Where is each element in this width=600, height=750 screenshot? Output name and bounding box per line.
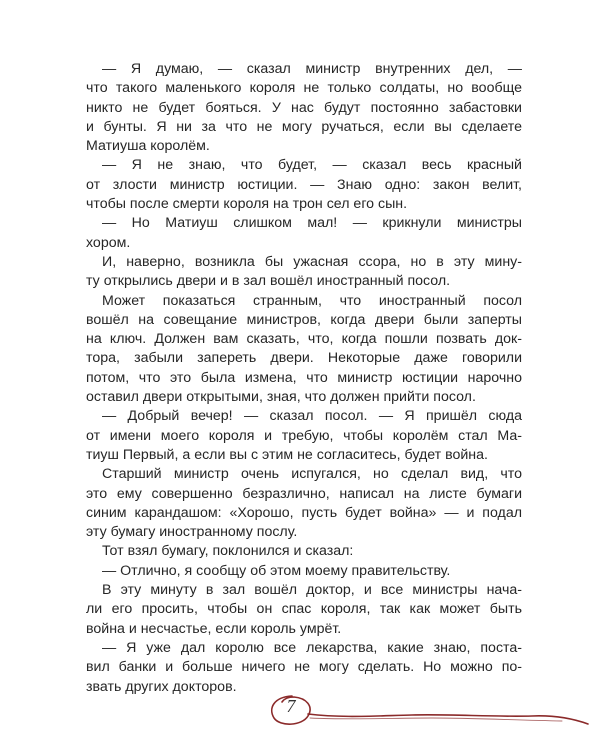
text-line: на ключ. Должен вам сказать, что, когда пошли позвать док- — [86, 331, 522, 348]
text-line: тиуш Первый, а если вы с этим не согласитесь, будет война. — [86, 446, 488, 463]
text-line: — Отлично, я сообщу об этом моему правительству. — [102, 562, 451, 579]
text-line: что такого маленького короля не только солдаты, но вообще — [86, 80, 522, 97]
text-line: Матиуша королём. — [86, 138, 210, 155]
text-line: — Я не знаю, что будет, — сказал весь красный — [102, 157, 522, 174]
text-line: — Я уже дал королю все лекарства, какие знаю, поста- — [102, 639, 522, 656]
text-line: хором. — [86, 234, 131, 251]
text-line: ли его просить, чтобы он спас короля, так как может быть — [86, 601, 522, 618]
text-line: чтобы после смерти короля на трон сел его сын. — [86, 196, 408, 213]
text-line: И, наверно, возникла бы ужасная ссора, но в эту мину- — [102, 253, 522, 270]
body-text — [86, 60, 522, 697]
text-line: — Добрый вечер! — сказал посол. — Я пришёл сюда — [102, 408, 522, 425]
text-line: вил банки и больше ничего не могу сделать. Но можно по- — [86, 659, 522, 676]
text-line: от имени моего короля и требую, чтобы королём стал Ма- — [86, 427, 522, 444]
text-line: Тот взял бумагу, поклонился и сказал: — [102, 543, 354, 560]
text-line: потом, что это была измена, что министр юстиции нарочно — [86, 369, 522, 386]
text-line: — Я думаю, — сказал министр внутренних дел, — — [102, 61, 522, 77]
text-line: В эту минуту в зал вошёл доктор, и все министры нача- — [102, 582, 522, 599]
text-line: синим карандашом: «Хорошо, пусть будет война» — и подал — [86, 504, 522, 521]
page-number-ornament — [262, 688, 592, 738]
text-line: эту бумагу иностранному послу. — [86, 524, 298, 541]
text-line: это ему совершенно безразлично, написал на листе бумаги — [86, 485, 522, 502]
text-line: Старший министр очень испугался, но сделал вид, что — [102, 466, 522, 483]
text-line: война и несчастье, если король умрёт. — [86, 620, 342, 637]
text-line: тора, забыли запереть двери. Некоторые даже говорили — [86, 350, 522, 367]
text-line: никто не будет бояться. У нас будут постоянно забастовки — [86, 99, 522, 116]
text-line: ту открылись двери и в зал вошёл иностранный посол. — [86, 273, 451, 290]
page-number: 7 — [286, 696, 296, 716]
text-line: вошёл на совещание министров, когда двери были заперты — [86, 311, 522, 328]
text-line: и бунты. Я ни за что не могу ручаться, если вы сделаете — [86, 118, 522, 135]
page-number-swirl-icon — [262, 688, 592, 738]
text-line: оставил двери открытыми, зная, что должен прийти посол. — [86, 389, 476, 406]
text-line: Может показаться странным, что иностранный посол — [102, 292, 522, 309]
text-line: — Но Матиуш слишком мал! — крикнули министры — [102, 215, 522, 232]
text-line: звать других докторов. — [86, 678, 237, 695]
text-line: от злости министр юстиции. — Знаю одно: закон велит, — [86, 176, 522, 193]
